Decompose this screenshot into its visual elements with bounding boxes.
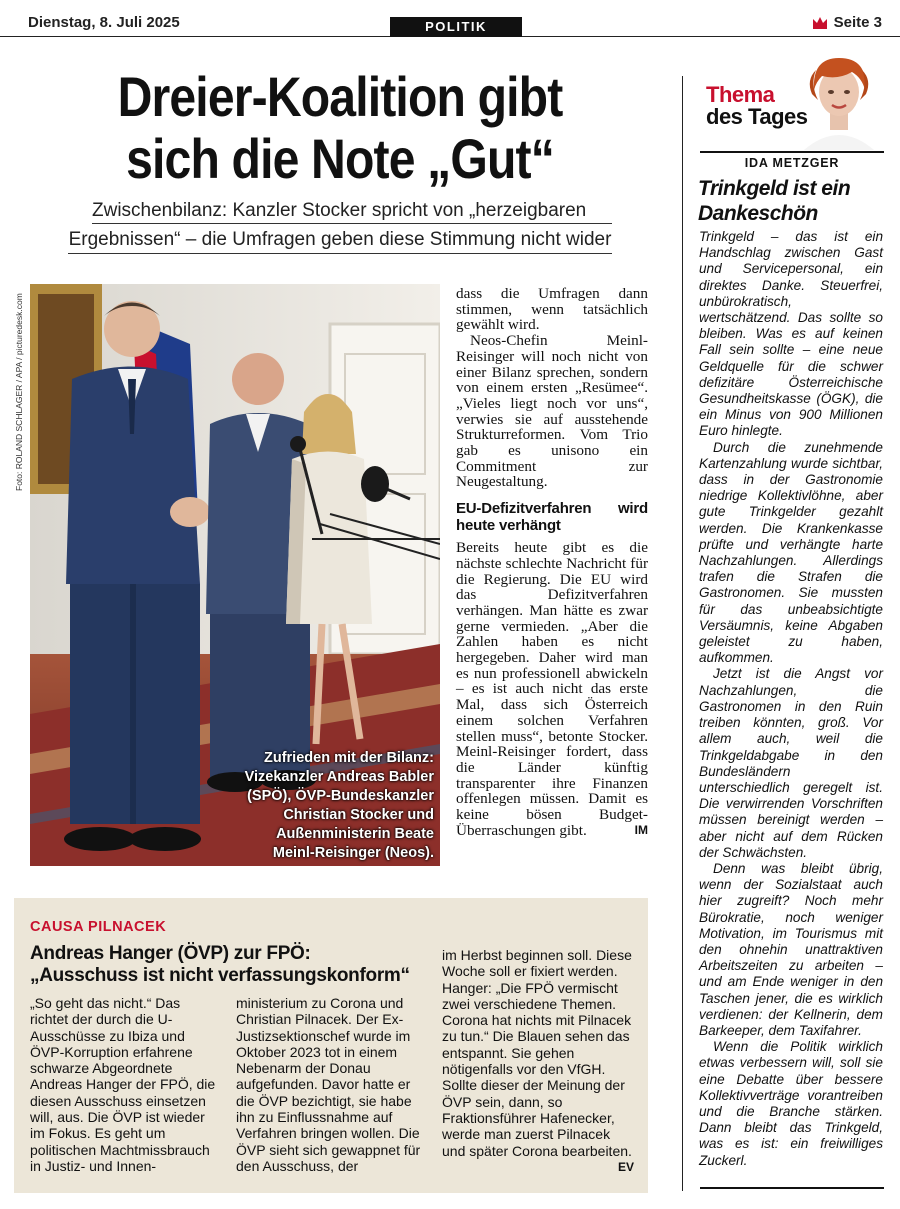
thema-label: Thema xyxy=(706,82,775,107)
author-portrait-image xyxy=(792,50,886,150)
section-label: POLITIK xyxy=(390,17,522,37)
causa-column-1: „So geht das nicht.“ Das richtet der durch die U-Ausschüsse zu Ibiza und ÖVP-Korruption erfahrene schwarze Abgeordnete Andreas Hanger der FPÖ, die diesen Ausschuss einsetzen will, aus. Die ÖVP ist wieder im Fokus. Es geht um politischen Machtmissbrauch in Justiz- und Innen- xyxy=(30,995,216,1174)
crown-icon xyxy=(812,16,828,29)
des-tages-label: des Tages xyxy=(706,104,808,129)
commentary-text xyxy=(699,229,883,1169)
causa-title-line-1: Andreas Hanger (ÖVP) zur FPÖ: xyxy=(30,943,311,964)
article-paragraph-3: Bereits heute gibt es die nächste schlechte Nachricht für die Regierung. Die EU wird das Defizitverfahren verhängen. Man hätte es zwar gerne vermieden. „Aber die Zahlen haben es nicht hergegeben. Daher wird man es nun professionell abwickeln – es ist auch nicht das erste Mal, dass sich Österreich einem solchen Verfahren stellen muss“, betonte Stocker. Meinl-Reisinger fordert, dass die Länder künftig transparenter ihre Finanzen offenlegen müssen. Damit es keine bösen Budget-Überraschungen gibt. IM xyxy=(456,539,648,839)
subline-rule-2 xyxy=(68,253,612,254)
author-rule xyxy=(700,151,884,153)
photo-caption: Zufrieden mit der Bilanz: Vizekanzler Andreas Babler (SPÖ), ÖVP-Bundeskanzler Christian Stocker und Außenministerin Beate Meinl-Reisinger (Neos). xyxy=(244,750,434,861)
commentary-title: Trinkgeld ist ein Dankeschön xyxy=(698,177,851,225)
subline-2: Ergebnissen“ – die Umfragen geben diese Stimmung nicht wider xyxy=(68,229,612,250)
photo-credit: Foto: ROLAND SCHLAGER / APA / picturedesk.com xyxy=(14,293,24,491)
subline-1: Zwischenbilanz: Kanzler Stocker spricht von „herzeigbaren xyxy=(92,200,587,221)
causa-signature: EV xyxy=(617,1159,634,1174)
page-number: Seite 3 xyxy=(833,14,882,31)
commentary-paragraph-3: Jetzt ist die Angst vor Nachzahlungen, die Gastronomen in den Ruin treiben könnten, groß. Vor allem auch, weil die Trinkgeldabgabe in den Bundesländern unterschiedlich geregelt ist. Die verwirrenden Vorschriften müssen bereinigt werden – aber nicht auf dem Rücken der Schwächsten. xyxy=(699,666,883,860)
article-paragraph-2: Neos-Chefin Meinl-Reisinger will noch nicht von einer Bilanz sprechen, sondern von einem ersten „Resümee“. „Vieles liegt noch vor uns“, verwies sie auf ausstehende Strukturreformen. Vom Trio gab es unisono ein Commitment zur Neugestaltung. xyxy=(456,332,648,491)
page-number-group xyxy=(812,14,882,31)
article-subhead: EU-Defizitverfahren wird heute verhängt xyxy=(456,500,648,535)
causa-title xyxy=(30,943,440,987)
causa-column-3: im Herbst beginnen soll. Diese Woche soll er fixiert werden. Hanger: „Die FPÖ vermischt zwei verschiedene Themen. Corona hat nichts mit Pilnacek zu tun.“ Die Blauen sehen das entspannt. Sie gehen nötigenfalls vor den VfGH. Sollte dieser der Meinung der ÖVP sein, dann, so Fraktionsführer Hafenecker, werde man zuerst Pilnacek und später Corona bearbeiten. EV xyxy=(442,947,634,1174)
headline xyxy=(65,66,615,190)
author-name: IDA METZGER xyxy=(744,156,840,170)
author-portrait xyxy=(792,50,886,150)
article-column xyxy=(456,286,648,839)
causa-kicker: CAUSA PILNACEK xyxy=(30,919,167,935)
commentary-paragraph-2: Durch die zunehmende Kartenzahlung wurde sichtbar, dass in der Gastronomie niedrige Kollektivlöhne, aber gute Trinkgelder gezahlt werden. Die Krankenkasse prüfte und verhängte harte Nachzahlungen. Allerdings trafen die Strafen die Gastronomen. Sie mussten für das unbeabsichtigte Versäumnis, keine Abgaben geleistet zu haben, aufkommen. xyxy=(699,439,883,666)
headline-line-1: Dreier-Koalition gibt xyxy=(117,65,563,128)
sidebar-divider xyxy=(682,76,683,1191)
commentary-paragraph-1: Trinkgeld – das ist ein Handschlag zwischen Gast und Servicepersonal, ein direktes Danke. Steuerfrei, unbürokratisch, wertschätzend. Das sollte so bleiben. Was es auf keinen Fall sein sollte – eine neue Geldquelle für die schwer defizitäre Österreichische Gesundheitskasse (ÖGK), die ein Minus von 900 Millionen Euro hinlegte. xyxy=(699,229,883,439)
causa-title-line-2: „Ausschuss ist nicht verfassungskonform“ xyxy=(30,965,410,986)
issue-date: Dienstag, 8. Juli 2025 xyxy=(28,14,180,31)
sidebar-end-rule xyxy=(700,1187,884,1189)
commentary-paragraph-4: Denn was bleibt übrig, wenn der Sozialstaat auch hier zugreift? Noch mehr Bürokratie, noch weniger Motivation, im Tourismus mit den ohnehin unattraktiven Arbeitszeiten zu arbeiten – und am Ende weniger in den Taschen jener, die es wirklich verdienen: der Kellnerin, dem Barkeeper, dem Taxifahrer. xyxy=(699,860,883,1038)
article-paragraph-1: dass die Umfragen dann stimmen, wenn tatsächlich gewählt wird. xyxy=(456,285,648,334)
subline-rule-1 xyxy=(92,223,612,224)
article-signature: IM xyxy=(634,822,648,837)
headline-line-2: sich die Note „Gut“ xyxy=(126,127,554,190)
commentary-paragraph-5: Wenn die Politik wirklich etwas verbessern will, soll sie eine Debatte über bessere Kollektivverträge vorantreiben und die Branche stärken. Dann bleibt das Trinkgeld, was es ist: ein freiwilliges Zuckerl. xyxy=(699,1039,883,1168)
causa-column-2: ministerium zu Corona und Christian Pilnacek. Der Ex-Justizsektionschef wurde im Oktober 2023 tot in einem Nebenarm der Donau aufgefunden. Davor hatte er die ÖVP bezichtigt, sie habe ihn zu Einflussnahme auf Verfahren bringen wollen. Die ÖVP sieht sich gewappnet für den Ausschuss, der xyxy=(236,995,421,1174)
